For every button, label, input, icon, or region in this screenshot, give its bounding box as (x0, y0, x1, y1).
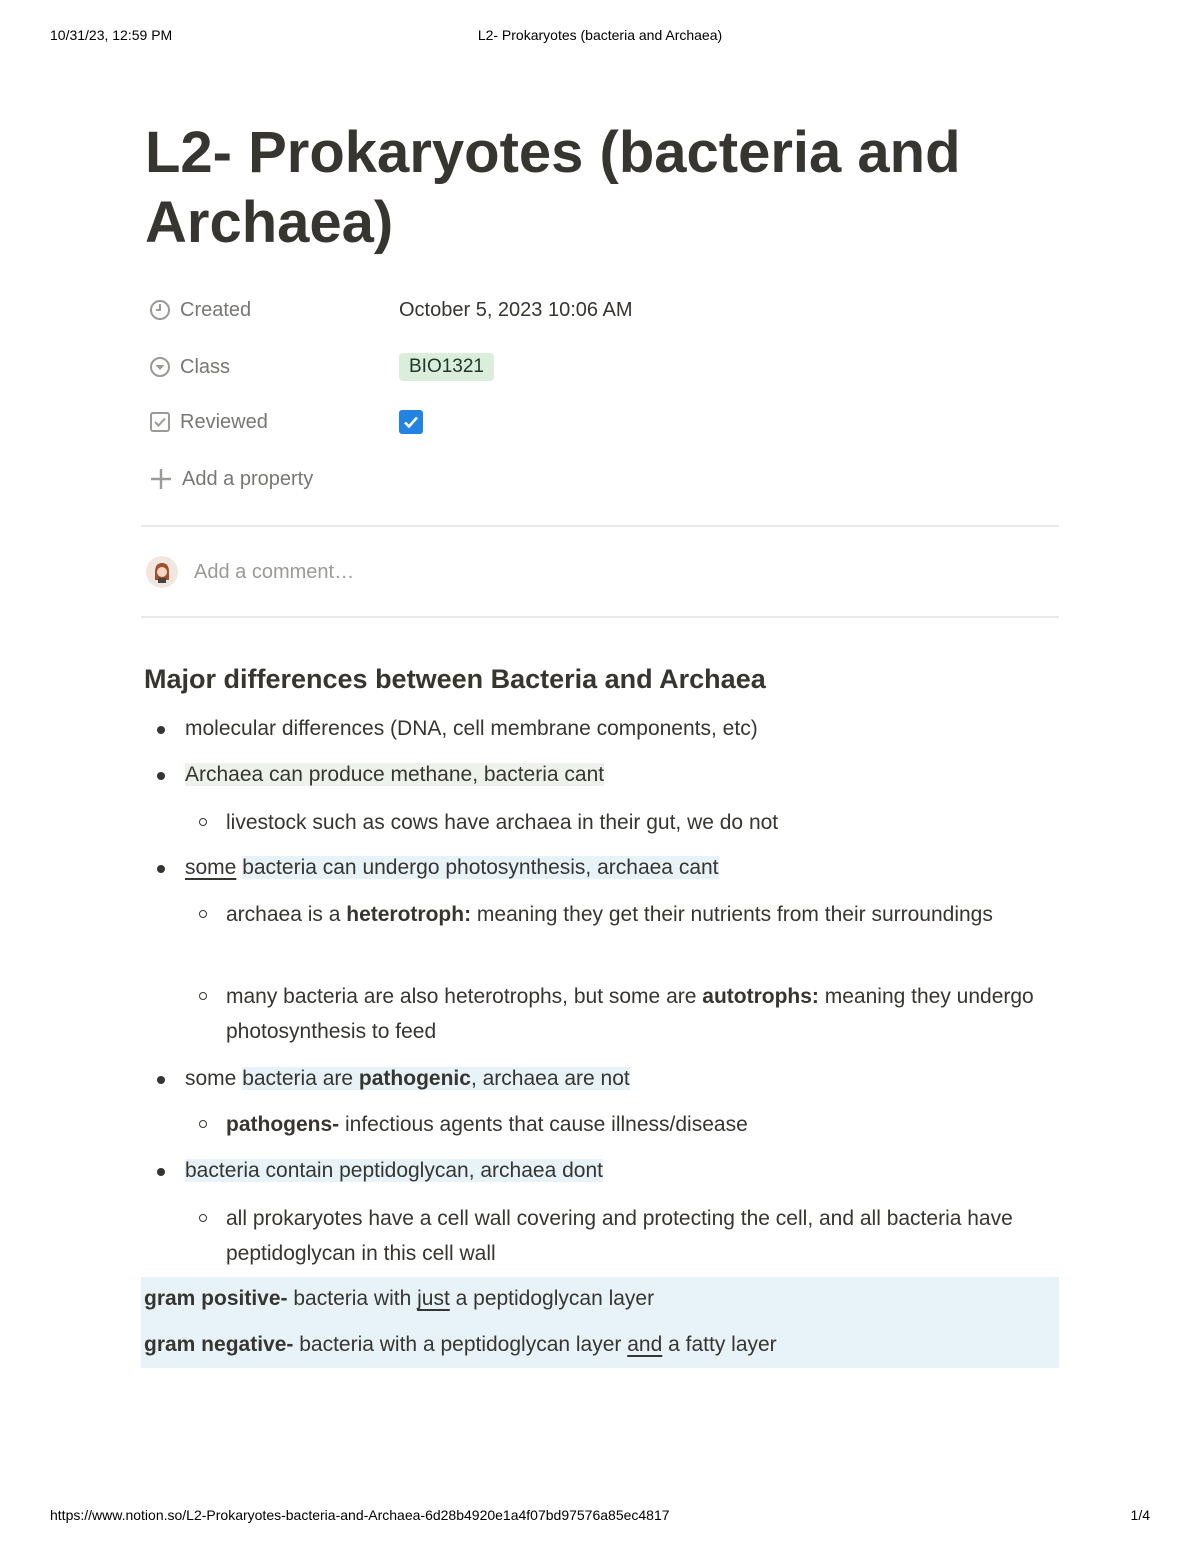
avatar-icon (150, 560, 174, 584)
property-name: Created (180, 298, 252, 321)
section-heading: Major differences between Bacteria and Archaea (144, 664, 766, 694)
highlighted-block (141, 1277, 1059, 1368)
avatar (146, 556, 178, 588)
underlined-text: just (417, 1287, 450, 1310)
underlined-text: and (627, 1333, 663, 1356)
list-item: some bacteria are pathogenic, archaea are not (185, 1061, 1055, 1096)
sub-list-item: all prokaryotes have a cell wall covering and protecting the cell, and all bacteria have peptidoglycan in this cell wall (226, 1201, 1056, 1271)
underlined-text: some (185, 856, 237, 879)
highlighted-text: Archaea can produce methane, bacteria cant (185, 763, 605, 786)
list-item (185, 757, 1055, 792)
class-tag[interactable]: BIO1321 (399, 353, 494, 381)
print-url: https://www.notion.so/L2-Prokaryotes-bacteria-and-Archaea-6d28b4920e1a4f07bd97576a85ec4817 (50, 1507, 670, 1523)
print-title: L2- Prokaryotes (bacteria and Archaea) (477, 27, 723, 43)
list-item (185, 850, 1055, 885)
property-class[interactable] (149, 351, 494, 383)
divider (141, 616, 1059, 618)
add-property-label: Add a property (182, 467, 314, 490)
highlighted-text: bacteria are pathogenic, archaea are not (242, 1067, 630, 1090)
bold-term: pathogens- (226, 1113, 340, 1136)
print-footer (50, 1507, 1150, 1523)
list-item: molecular differences (DNA, cell membrane components, etc) (185, 711, 1055, 746)
page-title: L2- Prokaryotes (bacteria and Archaea) (145, 120, 961, 255)
sub-list-item: livestock such as cows have archaea in their gut, we do not (226, 805, 1056, 840)
comment-box[interactable] (146, 556, 354, 588)
sub-list-item: pathogens- infectious agents that cause illness/disease (226, 1107, 1056, 1142)
print-datetime: 10/31/23, 12:59 PM (50, 27, 173, 43)
check-icon (402, 413, 420, 431)
property-created[interactable] (149, 294, 633, 326)
bold-term: gram negative- (144, 1333, 294, 1356)
property-name: Class (180, 355, 231, 378)
bold-term: autotrophs: (702, 985, 819, 1008)
sub-list-item: many bacteria are also heterotrophs, but some are autotrophs: meaning they undergo photosynthesis to feed (226, 979, 1056, 1049)
bold-term: pathogenic (358, 1067, 471, 1090)
list-item (185, 1153, 1055, 1188)
select-icon (149, 356, 171, 378)
divider (141, 525, 1059, 527)
property-name: Reviewed (180, 410, 268, 433)
sub-list-item: archaea is a heterotroph: meaning they get their nutrients from their surroundings (226, 897, 1056, 932)
bold-term: gram positive- (144, 1287, 288, 1310)
print-header (50, 27, 1150, 43)
created-value: October 5, 2023 10:06 AM (399, 298, 633, 321)
comment-input[interactable]: Add a comment… (194, 560, 355, 583)
gram-positive-line: gram positive- bacteria with just a peptidoglycan layer (144, 1287, 655, 1310)
plus-icon (149, 467, 173, 491)
add-property-button[interactable] (149, 463, 313, 495)
checkbox-property-icon (149, 411, 171, 433)
bold-term: heterotroph: (346, 903, 472, 926)
property-reviewed[interactable] (149, 406, 423, 438)
print-page-number: 1/4 (1130, 1507, 1150, 1523)
gram-negative-line: gram negative- bacteria with a peptidoglycan layer and a fatty layer (144, 1333, 777, 1356)
clock-icon (149, 299, 171, 321)
highlighted-text: bacteria can undergo photosynthesis, archaea cant (242, 856, 719, 879)
reviewed-checkbox[interactable] (399, 410, 423, 434)
highlighted-text: bacteria contain peptidoglycan, archaea dont (185, 1159, 603, 1182)
